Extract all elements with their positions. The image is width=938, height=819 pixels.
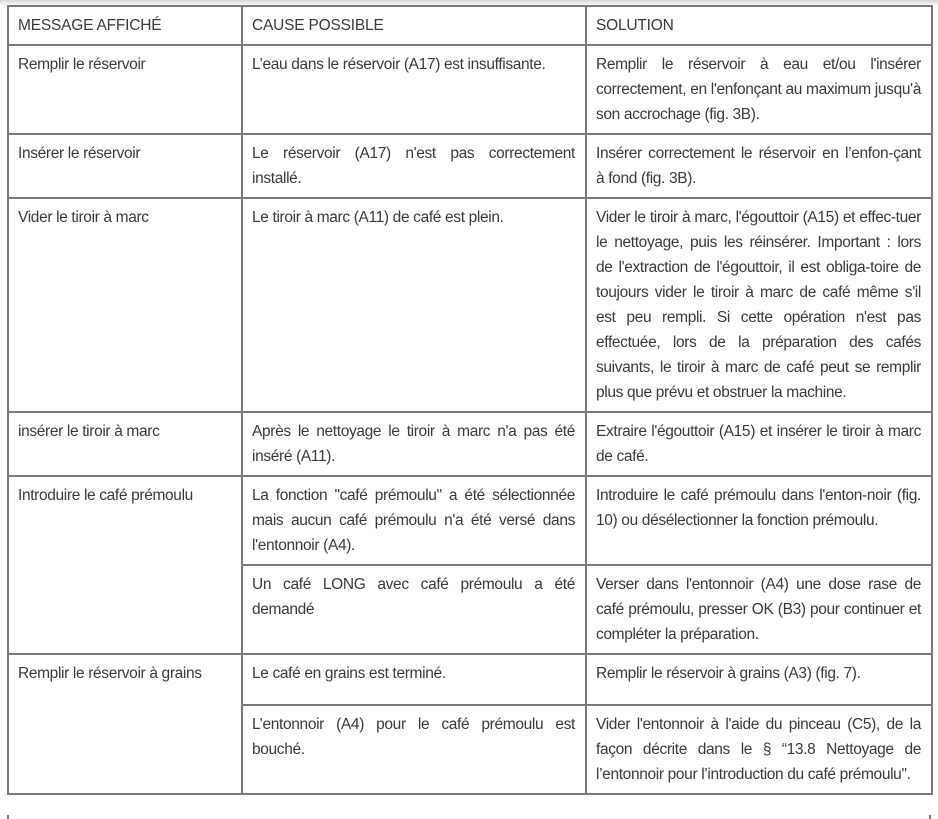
solution-cell: Extraire l'égouttoir (A15) et insérer le tiroir à marc de café. [586,412,932,476]
cause-cell: L’eau dans le réservoir (A17) est insuffisante. [242,45,586,134]
table-header-row [8,6,932,45]
cause-cell: L’entonnoir (A4) pour le café prémoulu est bouché. [242,705,586,794]
message-cell: insérer le tiroir à marc [8,412,242,476]
solution-cell: Insérer correctement le réservoir en l’enfon-çant à fond (fig. 3B). [586,134,932,198]
solution-cell: Vider le tiroir à marc, l'égouttoir (A15) et effec-tuer le nettoyage, puis les réinsérer. Important : lors de l'extraction de l'égouttoir, il est obliga-toire de toujours vider le tiroir à marc de café même s'il est peu rempli. Si cette opération n'est pas effectuée, lors de la préparation des cafés suivants, le tiroir à marc de café peut se remplir plus que prévu et obstruer la machine. [586,198,932,412]
message-cell: Insérer le réservoir [8,134,242,198]
table-row [8,412,932,476]
message-cell: Remplir le réservoir [8,45,242,134]
cause-cell: La fonction "café prémoulu" a été sélectionnée mais aucun café prémoulu n'a été versé dans l'entonnoir (A4). [242,476,586,565]
header-message: MESSAGE AFFICHÉ [8,6,242,45]
table-row [8,476,932,565]
solution-cell: Introduire le café prémoulu dans l'enton-noir (fig. 10) ou désélectionner la fonction prémoulu. [586,476,932,565]
header-solution: SOLUTION [586,6,932,45]
table-row [8,198,932,412]
solution-cell: Remplir le réservoir à eau et/ou l'insérer correctement, en l'enfonçant au maximum jusqu'à son accrochage (fig. 3B). [586,45,932,134]
cause-cell: Le tiroir à marc (A11) de café est plein. [242,198,586,412]
next-table-edge [7,815,931,819]
cause-cell: Un café LONG avec café prémoulu a été demandé [242,565,586,654]
message-cell: Introduire le café prémoulu [8,476,242,654]
troubleshooting-table [7,5,933,795]
solution-cell: Vider l'entonnoir à l'aide du pinceau (C5), de la façon décrite dans le § “13.8 Nettoyage de l’entonnoir pour l’introduction du café prémoulu". [586,705,932,794]
message-cell: Vider le tiroir à marc [8,198,242,412]
header-cause: CAUSE POSSIBLE [242,6,586,45]
cause-cell: Le café en grains est terminé. [242,654,586,705]
table-row [8,134,932,198]
message-cell: Remplir le réservoir à grains [8,654,242,794]
table-row [8,654,932,705]
cause-cell: Le réservoir (A17) n'est pas correctement installé. [242,134,586,198]
solution-cell: Remplir le réservoir à grains (A3) (fig. 7). [586,654,932,705]
cause-cell: Après le nettoyage le tiroir à marc n'a pas été inséré (A11). [242,412,586,476]
solution-cell: Verser dans l'entonnoir (A4) une dose rase de café prémoulu, presser OK (B3) pour continuer et compléter la préparation. [586,565,932,654]
table-row [8,45,932,134]
